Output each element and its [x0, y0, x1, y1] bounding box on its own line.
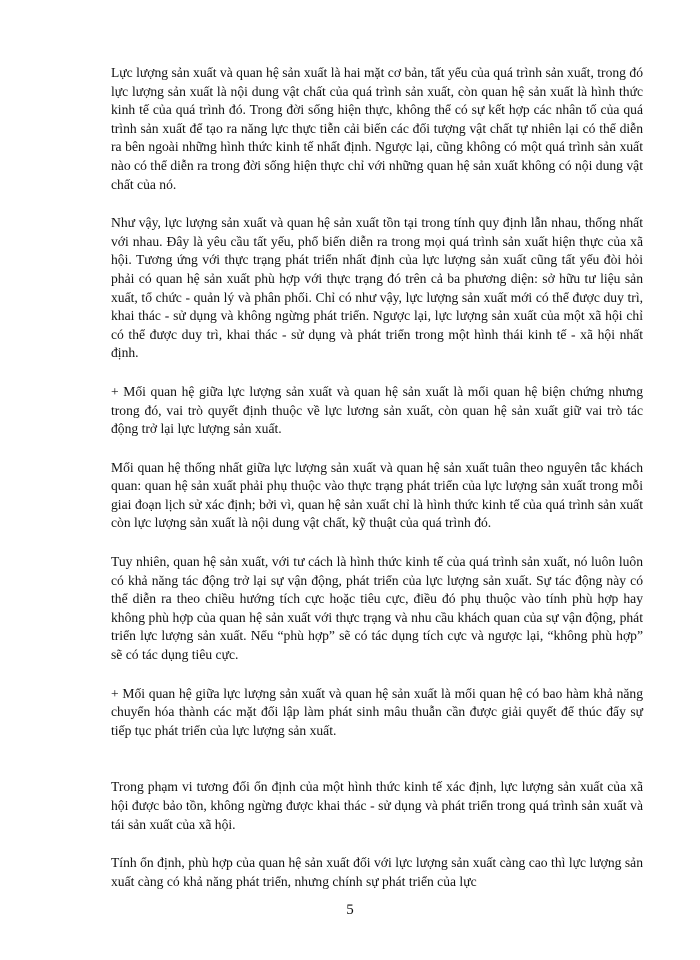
page-number: 5 [346, 902, 354, 918]
paragraph-6: + Mối quan hệ giữa lực lượng sản xuất và quan hệ sản xuất là mối quan hệ có bao hàm khả năng chuyển hóa thành các mặt đối lập làm phát sinh mâu thuẫn cần được giải quyết để thúc đẩy sự tiếp tục phát triển của lực lượng sản xuất. [111, 685, 643, 738]
paragraph-1: Lực lượng sản xuất và quan hệ sản xuất là hai mặt cơ bản, tất yếu của quá trình sản xuất, trong đó lực lượng sản xuất là nội dung vật chất của quá trình sản xuất, còn quan hệ sản xuất là hình thức kinh tế của quá trình đó. Trong đời sống hiện thực, không thể có sự kết hợp các nhân tố của quá trình sản xuất để tạo ra năng lực thực tiễn cải biến các đối tượng vật chất tự nhiên lại có thể diễn ra bên ngoài những hình thức kinh tế nhất định. Ngược lại, cũng không có một quá trình sản xuất nào có thể diễn ra trong đời sống hiện thực chỉ với những quan hệ sản xuất không có nội dung vật chất của nó. [111, 65, 643, 192]
paragraph-5: Tuy nhiên, quan hệ sản xuất, với tư cách là hình thức kinh tế của quá trình sản xuất, nó luôn luôn có khả năng tác động trở lại sự vận động, phát triển của lực lượng sản xuất. Sự tác động này có thể diễn ra theo chiều hướng tích cực hoặc tiêu cực, điều đó phụ thuộc vào tính phù hợp hay không phù hợp của quan hệ sản xuất với thực trạng và nhu cầu khách quan của sự vận động, phát triển lực lượng sản xuất. Nếu “phù hợp” sẽ có tác dụng tích cực và ngược lại, “không phù hợp” sẽ có tác dụng tiêu cực. [111, 554, 643, 663]
paragraph-4: Mối quan hệ thống nhất giữa lực lượng sản xuất và quan hệ sản xuất tuân theo nguyên tắc khách quan: quan hệ sản xuất phải phụ thuộc vào thực trạng phát triển của lực lượng sản xuất trong mỗi giai đoạn lịch sử xác định; bởi vì, quan hệ sản xuất chỉ là hình thức kinh tế của quá trình sản xuất còn lực lượng sản xuất là nội dung vật chất, kỹ thuật của quá trình đó. [111, 459, 643, 531]
paragraph-3: + Mối quan hệ giữa lực lượng sản xuất và quan hệ sản xuất là mối quan hệ biện chứng nhưng trong đó, vai trò quyết định thuộc về lực lương sản xuất, còn quan hệ sản xuất giữ vai trò tác động trở lại lực lượng sản xuất. [111, 383, 643, 437]
paragraph-2: Như vậy, lực lượng sản xuất và quan hệ sản xuất tồn tại trong tính quy định lẫn nhau, thống nhất với nhau. Đây là yêu cầu tất yếu, phổ biến diễn ra trong mọi quá trình sản xuất hiện thực của xã hội. Tương ứng với thực trạng phát triển nhất định của lực lượng sản xuất cũng tất yếu đòi hỏi phải có quan hệ sản xuất phù hợp với thực trạng đó trên cả ba phương diện: sở hữu tư liệu sản xuất, tổ chức - quản lý và phân phối. Chỉ có như vậy, lực lượng sản xuất mới có thể được duy trì, khai thác - sử dụng và không ngừng phát triển. Ngược lại, lực lượng sản xuất của một xã hội chỉ có thể được duy trì, khai thác - sử dụng và phát triển trong một hình thái kinh tế - xã hội nhất định. [111, 215, 643, 361]
paragraph-7: Trong phạm vi tương đối ổn định của một hình thức kinh tế xác định, lực lượng sản xuất của xã hội được bảo tồn, không ngừng được khai thác - sử dụng và phát triển trong quá trình sản xuất và tái sản xuất của xã hội. [111, 779, 643, 832]
paragraph-8: Tính ổn định, phù hợp của quan hệ sản xuất đối với lực lượng sản xuất càng cao thì lực lượng sản xuất càng có khả năng phát triển, nhưng chính sự phát triển của lực [111, 855, 643, 889]
document-body [111, 64, 643, 911]
